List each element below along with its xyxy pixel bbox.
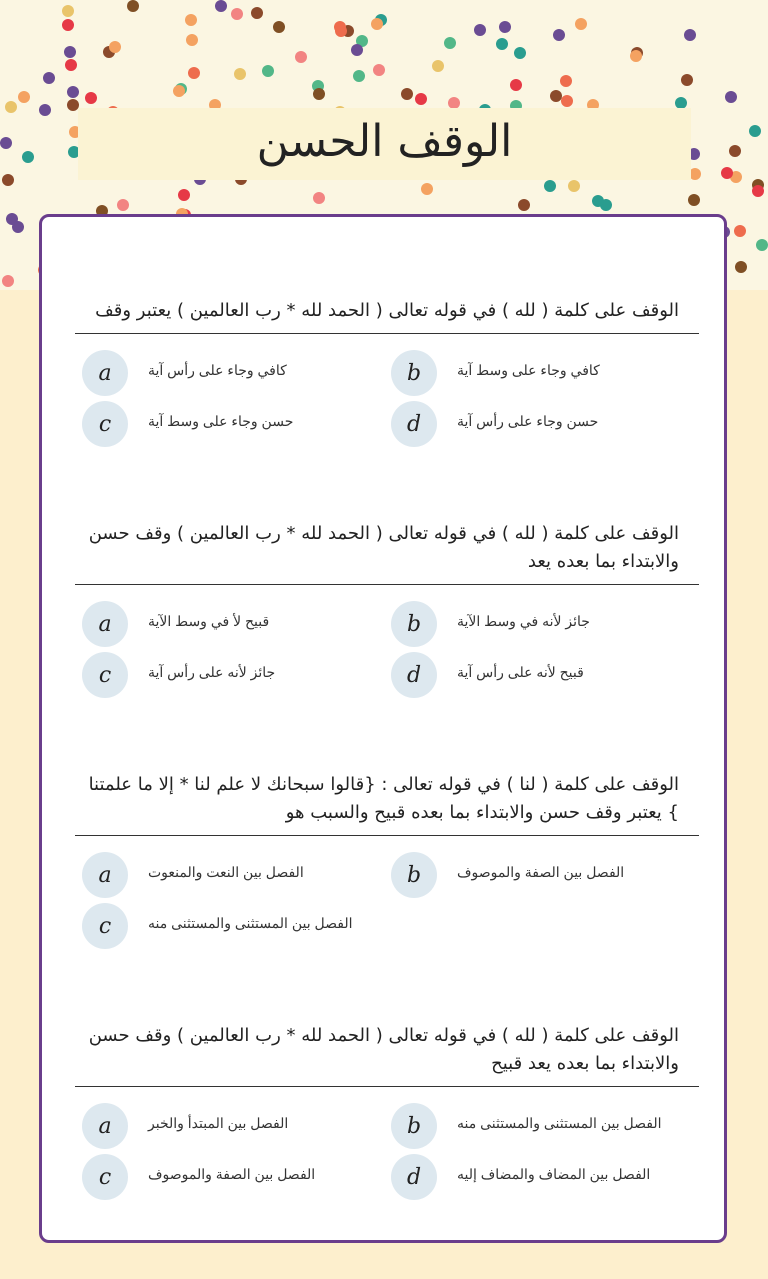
question-3 [75,771,699,836]
option-b[interactable] [391,852,691,898]
confetti-dot [734,225,746,237]
confetti-dot [499,21,511,33]
confetti-dot [12,221,24,233]
confetti-dot [514,47,526,59]
worksheet-card [39,214,727,1243]
confetti-dot [62,5,74,17]
confetti-dot [43,72,55,84]
question-text: الوقف على كلمة ( لنا ) في قوله تعالى : {قالوا سبحانك لا علم لنا * إلا ما علمتنا } يعتبر وقف حسن والابتداء بما بعده قبيح والسبب هو [75,771,699,836]
confetti-dot [39,104,51,116]
option-text: الفصل بين المبتدأ والخبر [148,1115,289,1131]
worksheet-title: الوقف الحسن [256,115,513,167]
confetti-dot [64,46,76,58]
option-d[interactable] [391,652,691,698]
confetti-dot [185,14,197,26]
option-text: الفصل بين الصفة والموصوف [457,864,625,880]
confetti-dot [215,0,227,12]
confetti-dot [231,8,243,20]
confetti-dot [496,38,508,50]
option-c[interactable] [82,903,382,949]
confetti-dot [561,95,573,107]
confetti-dot [186,34,198,46]
option-a[interactable] [82,1103,382,1149]
option-d[interactable] [391,401,691,447]
confetti-dot [371,18,383,30]
confetti-dot [415,93,427,105]
option-letter-badge: c [82,903,128,949]
confetti-dot [109,41,121,53]
option-text: الفصل بين المستثنى والمستثنى منه [148,915,353,931]
confetti-dot [721,167,733,179]
option-c[interactable] [82,401,382,447]
confetti-dot [560,75,572,87]
confetti-dot [544,180,556,192]
confetti-dot [444,37,456,49]
confetti-dot [684,29,696,41]
confetti-dot [334,21,346,33]
option-a[interactable] [82,601,382,647]
question-4 [75,1022,699,1087]
confetti-dot [62,19,74,31]
confetti-dot [474,24,486,36]
option-letter-badge: c [82,652,128,698]
option-text: الفصل بين المستثنى والمستثنى منه [457,1115,662,1131]
confetti-dot [568,180,580,192]
confetti-dot [353,70,365,82]
option-text: الفصل بين الصفة والموصوف [148,1166,316,1182]
confetti-dot [295,51,307,63]
option-letter-badge: a [82,350,128,396]
confetti-dot [22,151,34,163]
option-letter-badge: d [391,401,437,447]
question-2 [75,520,699,585]
confetti-dot [373,64,385,76]
confetti-dot [117,199,129,211]
title-banner [78,108,691,180]
confetti-dot [752,185,764,197]
option-text: جائز لأنه على رأس آية [148,664,276,680]
confetti-dot [630,50,642,62]
option-letter-badge: b [391,601,437,647]
option-a[interactable] [82,350,382,396]
confetti-dot [725,91,737,103]
confetti-dot [173,85,185,97]
option-text: الفصل بين المضاف والمضاف إليه [457,1166,651,1182]
confetti-dot [313,88,325,100]
confetti-dot [592,195,604,207]
confetti-dot [2,275,14,287]
option-b[interactable] [391,601,691,647]
option-letter-badge: b [391,1103,437,1149]
confetti-dot [0,137,12,149]
option-text: حسن وجاء على رأس آية [457,413,599,429]
confetti-dot [510,79,522,91]
option-letter-badge: a [82,852,128,898]
option-c[interactable] [82,652,382,698]
confetti-dot [178,189,190,201]
option-c[interactable] [82,1154,382,1200]
question-text: الوقف على كلمة ( لله ) في قوله تعالى ( الحمد لله * رب العالمين ) يعتبر وقف [75,297,699,334]
confetti-dot [2,174,14,186]
confetti-dot [518,199,530,211]
confetti-dot [401,88,413,100]
option-letter-badge: c [82,401,128,447]
confetti-dot [262,65,274,77]
confetti-dot [273,21,285,33]
option-text: قبيح لأنه على رأس آية [457,664,584,680]
confetti-dot [749,125,761,137]
confetti-dot [234,68,246,80]
option-letter-badge: a [82,601,128,647]
option-text: الفصل بين النعت والمنعوت [148,864,304,880]
option-b[interactable] [391,350,691,396]
confetti-dot [351,44,363,56]
confetti-dot [313,192,325,204]
confetti-dot [681,74,693,86]
option-letter-badge: d [391,652,437,698]
confetti-dot [756,239,768,251]
option-letter-badge: b [391,852,437,898]
confetti-dot [18,91,30,103]
option-letter-badge: a [82,1103,128,1149]
confetti-dot [251,7,263,19]
option-letter-badge: d [391,1154,437,1200]
confetti-dot [550,90,562,102]
confetti-dot [85,92,97,104]
question-text: الوقف على كلمة ( لله ) في قوله تعالى ( الحمد لله * رب العالمين ) وقف حسن والابتداء بما بعده يعد [75,520,699,585]
option-text: جائز لأنه في وسط الآية [457,613,590,629]
confetti-dot [432,60,444,72]
question-text: الوقف على كلمة ( لله ) في قوله تعالى ( الحمد لله * رب العالمين ) وقف حسن والابتداء بما بعده يعد قبيح [75,1022,699,1087]
confetti-dot [65,59,77,71]
confetti-dot [421,183,433,195]
confetti-dot [688,194,700,206]
option-text: كافي وجاء على وسط آية [457,362,600,378]
confetti-dot [127,0,139,12]
confetti-dot [729,145,741,157]
question-1 [75,297,699,334]
option-letter-badge: b [391,350,437,396]
option-b[interactable] [391,1103,691,1149]
option-text: حسن وجاء على وسط آية [148,413,294,429]
confetti-dot [5,101,17,113]
confetti-dot [67,86,79,98]
confetti-dot [575,18,587,30]
confetti-dot [188,67,200,79]
option-d[interactable] [391,1154,691,1200]
confetti-dot [735,261,747,273]
option-text: كافي وجاء على رأس آية [148,362,287,378]
confetti-dot [553,29,565,41]
option-a[interactable] [82,852,382,898]
option-text: قبيح لأ في وسط الآية [148,613,270,629]
option-letter-badge: c [82,1154,128,1200]
